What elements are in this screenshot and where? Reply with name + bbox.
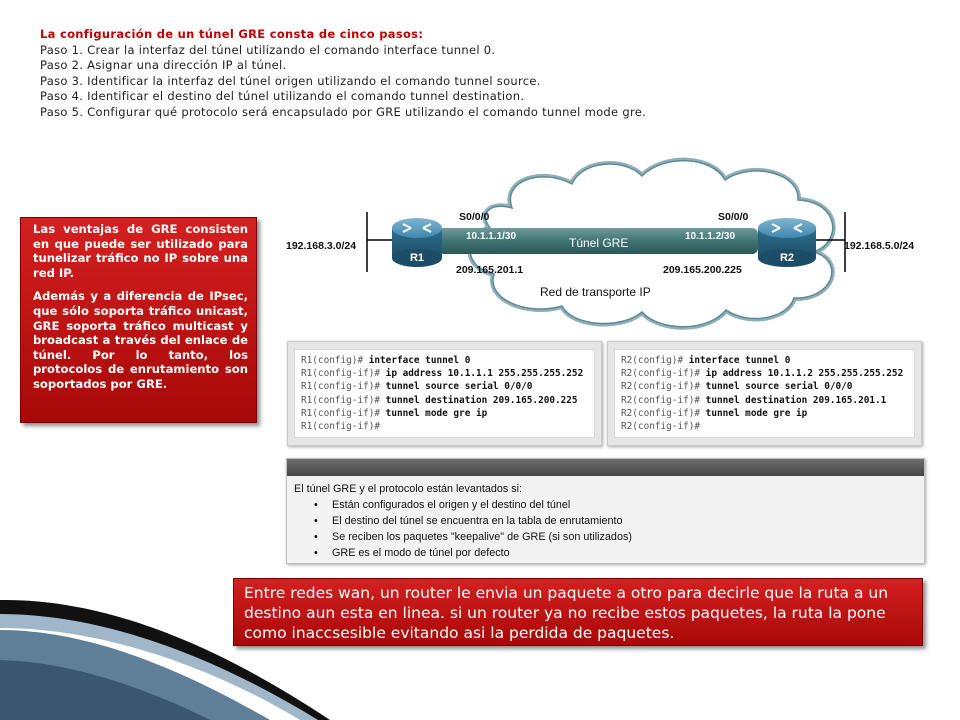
cli-command: tunnel mode gre ip <box>380 407 488 419</box>
cli-prompt: R2(config-if)# <box>621 394 701 406</box>
cloud-label: Red de transporte IP <box>540 285 651 299</box>
steps-list <box>40 27 940 121</box>
keepalive-note <box>233 578 923 646</box>
tunnel-status-panel <box>286 458 925 564</box>
keepalive-note-text: Entre redes wan, un router le envia un paquete a otro para decirle que la ruta a un destino aun esta en linea. si un router ya no recibe estos paquetes, la ruta la pone como inaccsesible evitando asi la perdida de paquetes. <box>244 584 889 642</box>
gre-topology-diagram <box>280 150 960 340</box>
r2-public-ip: 209.165.200.225 <box>663 264 742 276</box>
r2-config-line <box>621 367 908 380</box>
status-condition: • El destino del túnel se encuentra en la tabla de enrutamiento <box>324 513 917 529</box>
cli-prompt: R2(config-if)# <box>621 421 701 433</box>
r2-tunnel-ip: 10.1.1.2/30 <box>685 231 736 242</box>
cli-prompt: R1(config-if)# <box>301 368 381 380</box>
r1-config-line <box>301 394 588 407</box>
steps-title: La configuración de un túnel GRE consta de cinco pasos: <box>40 27 424 41</box>
cli-prompt: R1(config-if)# <box>301 421 381 433</box>
step-5: Paso 5. Configurar qué protocolo será encapsulado por GRE utilizando el comando tunnel mode gre. <box>40 104 647 119</box>
step-1: Paso 1. Crear la interfaz del túnel utilizando el comando interface tunnel 0. <box>40 42 496 57</box>
status-condition: • Se reciben los paquetes "keepalive" de GRE (si son utilizados) <box>324 529 917 545</box>
cli-prompt: R2(config-if)# <box>621 407 701 419</box>
cli-prompt: R2(config-if)# <box>621 368 701 380</box>
r1-serial-port: S0/0/0 <box>459 211 490 223</box>
r1-lan-address: 192.168.3.0/24 <box>286 240 357 252</box>
gre-advantages-para-1: Las ventajas de GRE consisten en que puede ser utilizado para tunelizar tráfico no IP sobre una red IP. <box>33 222 248 280</box>
r2-config-line <box>621 394 908 407</box>
status-conditions-list <box>294 497 917 561</box>
cli-prompt: R2(config)# <box>621 355 684 366</box>
cli-prompt: R1(config-if)# <box>301 394 381 406</box>
status-heading: El túnel GRE y el protocolo están levantados si: <box>294 483 523 495</box>
r2-config-line <box>621 354 908 367</box>
status-condition: • Están configurados el origen y el destino del túnel <box>324 497 917 513</box>
cli-prompt: R1(config-if)# <box>301 381 381 393</box>
r2-config-panel <box>607 341 922 446</box>
cli-command: interface tunnel 0 <box>363 355 471 366</box>
cli-command: tunnel mode gre ip <box>700 407 808 419</box>
step-2: Paso 2. Asignar una dirección IP al túnel. <box>40 58 287 73</box>
r2-config-line <box>621 407 908 420</box>
step-4: Paso 4. Identificar el destino del túnel utilizando el comando tunnel destination. <box>40 89 525 104</box>
cli-prompt: R2(config-if)# <box>621 381 701 393</box>
cli-prompt: R1(config-if)# <box>301 407 381 419</box>
status-panel-header-bar <box>287 459 924 476</box>
r1-config-line <box>301 354 588 367</box>
r1-config-line <box>301 407 588 420</box>
status-condition: • GRE es el modo de túnel por defecto <box>324 545 917 561</box>
status-panel-body <box>287 476 924 566</box>
cli-prompt: R1(config)# <box>301 355 364 366</box>
r2-config-line <box>621 380 908 393</box>
r1-config-line <box>301 380 588 393</box>
tunnel-label: Túnel GRE <box>569 236 629 250</box>
r2-serial-port: S0/0/0 <box>718 211 749 223</box>
r1-config-console <box>294 349 595 438</box>
cli-command: tunnel destination 209.165.200.225 <box>380 394 578 406</box>
r2-lan-address: 192.168.5.0/24 <box>844 240 915 252</box>
cli-command: ip address 10.1.1.1 255.255.255.252 <box>380 368 584 380</box>
r1-public-ip: 209.165.201.1 <box>456 264 524 276</box>
gre-advantages-para-2: Además y a diferencia de IPsec, que sólo soporta tráfico unicast, GRE soporta tráfico multicast y broadcast a través del enlace de túnel. Por lo tanto, los protocolos de enrutamiento son soportados por GRE. <box>33 289 248 391</box>
r2-label: R2 <box>779 252 795 264</box>
cli-command: tunnel destination 209.165.201.1 <box>700 394 887 406</box>
step-3: Paso 3. Identificar la interfaz del túnel origen utilizando el comando tunnel source. <box>40 73 541 88</box>
r1-label: R1 <box>409 252 425 264</box>
cli-command: tunnel source serial 0/0/0 <box>700 381 853 393</box>
r2-config-line <box>621 420 908 433</box>
cli-command: ip address 10.1.1.2 255.255.255.252 <box>700 368 904 380</box>
cli-command: tunnel source serial 0/0/0 <box>380 381 533 393</box>
r1-config-line <box>301 420 588 433</box>
cli-command: interface tunnel 0 <box>683 355 791 366</box>
r1-config-panel <box>287 341 602 446</box>
r1-tunnel-ip: 10.1.1.1/30 <box>466 231 517 242</box>
r2-config-console <box>614 349 915 438</box>
r1-config-line <box>301 367 588 380</box>
gre-advantages-note <box>20 217 257 423</box>
